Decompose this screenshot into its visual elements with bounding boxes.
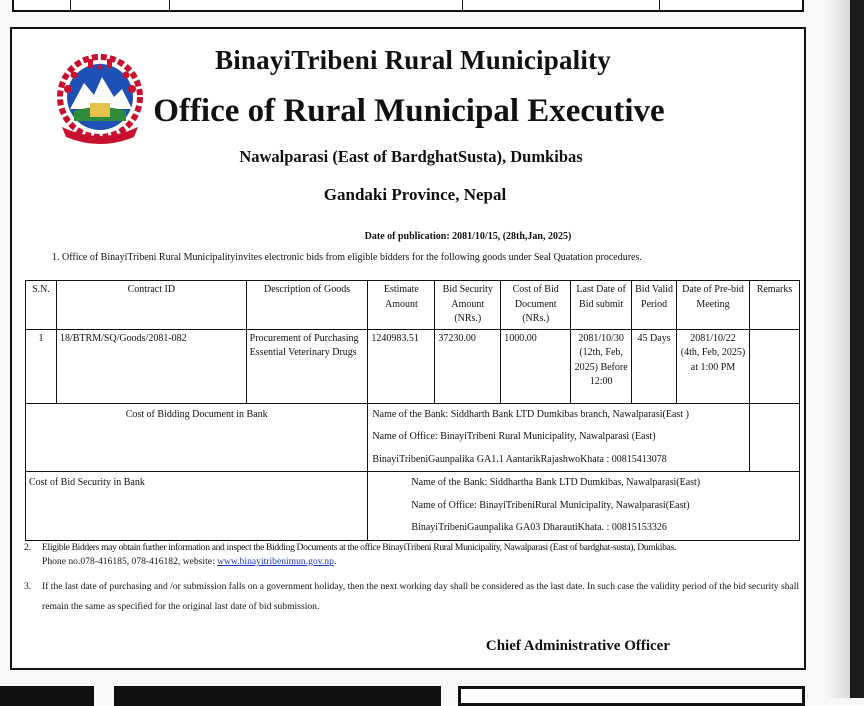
bid-security-bank-row xyxy=(26,472,800,541)
header-cell: Cost of Bid Document (NRs.) xyxy=(501,281,571,330)
note-text: If the last date of purchasing and /or submission falls on a government holiday, then the next working day shall be considered as the last date. In such case the validity period of the bid security shall remain the same as specified for the original last date of bid submission. xyxy=(42,580,800,612)
next-notice-fragment xyxy=(114,686,441,706)
bid-security-label xyxy=(26,472,368,541)
office-title: Office of Rural Municipal Executive xyxy=(153,93,665,129)
header-cell: Remarks xyxy=(749,281,799,330)
header-cell: Bid Security Amount (NRs.) xyxy=(435,281,501,330)
signatory-title: Chief Administrative Officer xyxy=(485,638,670,654)
account-number: BinayiTribeniGaunpalika GA1.1 AantarikRajashwoKhata : 00815413078 xyxy=(372,453,667,465)
next-notice-fragment xyxy=(0,686,94,706)
header-cell: Contract ID xyxy=(56,281,246,330)
next-notice-fragment xyxy=(458,686,805,706)
municipality-name: BinayiTribeni Rural Municipality xyxy=(215,45,611,75)
remarks-cell xyxy=(749,329,799,403)
sn-cell: 1 xyxy=(26,329,57,403)
table-header-row xyxy=(26,281,800,330)
bid-table xyxy=(25,280,800,541)
bank-name: Name of the Bank: Siddhartha Bank LTD Dumkibas, Nawalparasi(East) xyxy=(411,477,701,488)
note-text-main: Eligible Bidders may obtain further information and inspect the Bidding Documents at the office BinayiTribeni Rural Municipality, Nawalparasi (East of bardghat-susta), Dumkibas. xyxy=(42,542,676,553)
bidding-doc-bank-row xyxy=(26,403,800,472)
office-name: Name of Office: BinayiTribeniRural Municipality, Nawalparasi(East) xyxy=(411,499,690,511)
bidding-doc-label-text: Cost of Bidding Document in Bank xyxy=(125,408,268,420)
last-date-cell: 2081/10/30 (12th, Feb, 2025) Before 12:00 xyxy=(571,329,632,403)
publication-date: Date of publication: 2081/10/15, (28th,Jan, 2025) xyxy=(364,231,572,242)
province-line: Gandaki Province, Nepal xyxy=(323,185,507,204)
note-item xyxy=(24,541,804,569)
page-shadow xyxy=(826,0,850,698)
note-end: . xyxy=(333,555,337,567)
bid-security-cell: 37230.00 xyxy=(435,329,501,403)
prebid-cell: 2081/10/22 (4th, Feb, 2025) at 1:00 PM xyxy=(677,329,750,403)
empty-cell xyxy=(749,403,799,472)
contract-id-cell: 18/BTRM/SQ/Goods/2081-082 xyxy=(56,329,246,403)
bank-name: Name of the Bank: Siddharth Bank LTD Dumkibas branch, Nawalparasi(East ) xyxy=(372,408,689,420)
office-name: Name of Office: BinayiTribeni Rural Municipality, Nawalparasi (East) xyxy=(372,431,656,442)
page-edge xyxy=(850,0,864,698)
intro-paragraph: 1. Office of BinayiTribeni Rural Municipalityinvites electronic bids from eligible bidders for the following goods under Seal Quatation procedures. xyxy=(52,252,642,263)
valid-period-cell: 45 Days xyxy=(632,329,677,403)
header-cell: Bid Valid Period xyxy=(632,281,677,330)
header-cell: Description of Goods xyxy=(246,281,368,330)
note-number: 2. xyxy=(24,542,32,553)
location-line: Nawalparasi (East of BardghatSusta), Dumkibas xyxy=(239,147,583,166)
note-text xyxy=(42,541,804,569)
notes-section xyxy=(24,541,804,621)
description-cell: Procurement of Purchasing Essential Veterinary Drugs xyxy=(246,329,368,403)
header-cell: S.N. xyxy=(26,281,57,330)
previous-notice-fragment xyxy=(12,0,804,12)
header-cell: Last Date of Bid submit xyxy=(571,281,632,330)
doc-cost-cell: 1000.00 xyxy=(501,329,571,403)
tender-notice xyxy=(10,27,806,670)
phone-text: Phone no.078-416185, 078-416182, website: xyxy=(42,555,218,567)
note-number: 3. xyxy=(24,580,32,592)
bid-security-label-text: Cost of Bid Security in Bank xyxy=(29,477,145,488)
bid-security-details xyxy=(368,472,800,541)
table-row xyxy=(26,329,800,403)
estimate-cell: 1240983.51 xyxy=(368,329,435,403)
account-number: BinayiTribeniGaunpalika GA03 DharautiKhata. : 00815153326 xyxy=(411,522,667,533)
header-cell: Estimate Amount xyxy=(368,281,435,330)
note-item xyxy=(24,577,804,617)
bidding-doc-label xyxy=(26,403,368,472)
bidding-doc-details xyxy=(368,403,750,472)
header-cell: Date of Pre-bid Meeting xyxy=(677,281,750,330)
website-link[interactable]: www.binayitribenimun.gov.np xyxy=(217,555,334,567)
